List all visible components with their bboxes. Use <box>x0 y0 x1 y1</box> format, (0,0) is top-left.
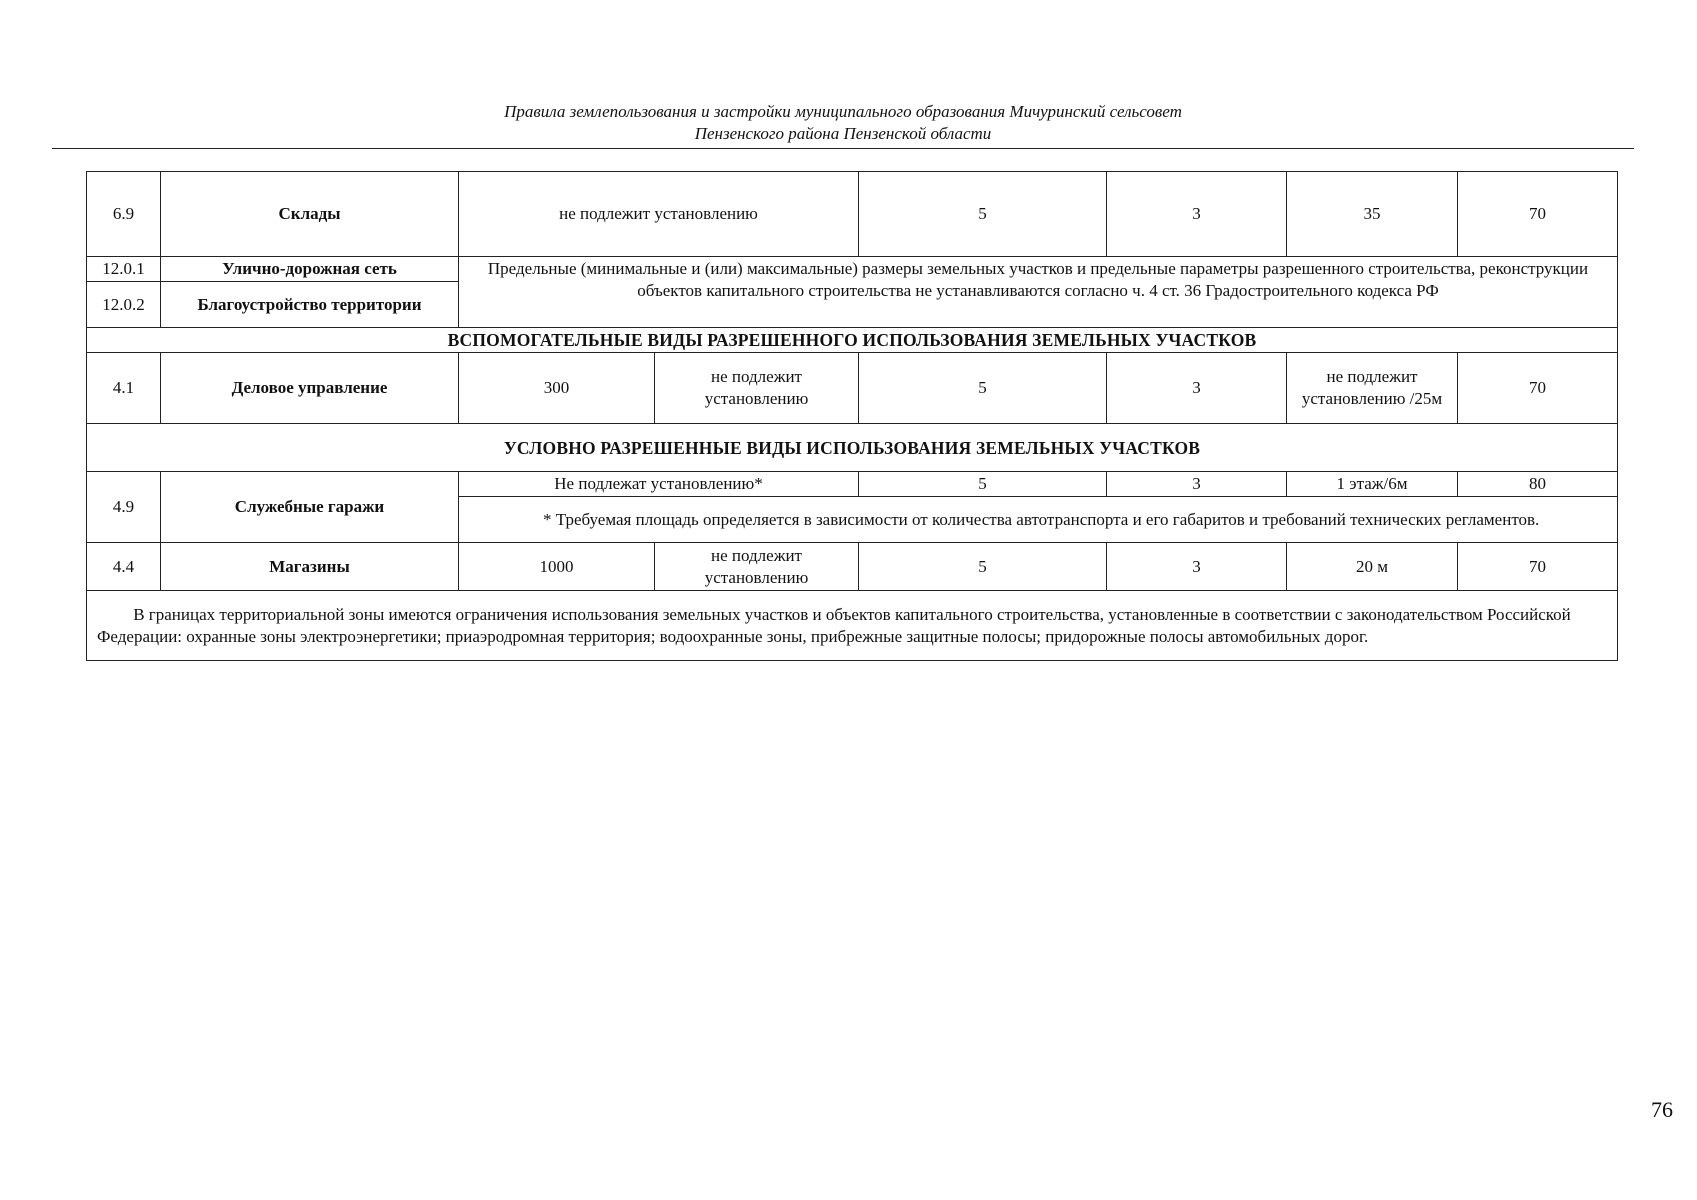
cell-floors: 3 <box>1107 353 1287 424</box>
cell-setback: 5 <box>859 353 1107 424</box>
table-row <box>87 591 1618 661</box>
cell-floors: 3 <box>1107 172 1287 257</box>
row-code: 12.0.1 <box>87 257 161 282</box>
page-number: 76 <box>1651 1097 1673 1122</box>
header-line-2: Пензенского района Пензенской области <box>694 124 992 143</box>
table-row <box>87 328 1618 353</box>
zoning-parameters-table <box>86 171 1618 661</box>
table-row <box>87 472 1618 497</box>
row-code: 4.4 <box>87 543 161 591</box>
cell-max-area: не подлежит установлению <box>655 543 859 591</box>
cell-min-area: 300 <box>459 353 655 424</box>
cell-setback: 5 <box>859 543 1107 591</box>
cell-setback: 5 <box>859 472 1107 497</box>
row-code: 4.1 <box>87 353 161 424</box>
cell-height: 35 <box>1287 172 1458 257</box>
row-code: 4.9 <box>87 472 161 543</box>
row-name: Деловое управление <box>161 353 459 424</box>
cell-area-limit: не подлежит установлению <box>459 172 859 257</box>
cell-height: 1 этаж/6м <box>1287 472 1458 497</box>
cell-coverage: 70 <box>1458 353 1618 424</box>
row-name: Склады <box>161 172 459 257</box>
row-name: Служебные гаражи <box>161 472 459 543</box>
cell-floors: 3 <box>1107 472 1287 497</box>
table-row <box>87 424 1618 472</box>
cell-coverage: 70 <box>1458 543 1618 591</box>
cell-coverage: 70 <box>1458 172 1618 257</box>
cell-floors: 3 <box>1107 543 1287 591</box>
row-code: 6.9 <box>87 172 161 257</box>
row-code: 12.0.2 <box>87 282 161 328</box>
cell-coverage: 80 <box>1458 472 1618 497</box>
table-row <box>87 172 1618 257</box>
document-running-header <box>52 101 1634 149</box>
cell-not-established-note: Предельные (минимальные и (или) максимальные) размеры земельных участков и предельные параметры разрешенного строительства, реконструкции объектов капитального строительства не устанавливаются согласно ч. 4 ст. 36 Градостроительного кодекса РФ <box>459 257 1618 328</box>
cell-max-area: не подлежит установлению <box>655 353 859 424</box>
table-row <box>87 257 1618 282</box>
cell-min-area: 1000 <box>459 543 655 591</box>
cell-footnote: * Требуемая площадь определяется в зависимости от количества автотранспорта и его габаритов и требований технических регламентов. <box>459 497 1618 543</box>
table-row <box>87 353 1618 424</box>
cell-setback: 5 <box>859 172 1107 257</box>
row-name: Благоустройство территории <box>161 282 459 328</box>
row-name: Улично-дорожная сеть <box>161 257 459 282</box>
row-name: Магазины <box>161 543 459 591</box>
cell-restrictions-note: В границах территориальной зоны имеются ограничения использования земельных участков и объектов капитального строительства, установленные в соответствии с законодательством Российской Федерации: охранные зоны электроэнергетики; приаэродромная территория; водоохранные зоны, прибрежные защитные полосы; придорожные полосы автомобильных дорог. <box>87 591 1618 661</box>
section-heading-conditional: УСЛОВНО РАЗРЕШЕННЫЕ ВИДЫ ИСПОЛЬЗОВАНИЯ ЗЕМЕЛЬНЫХ УЧАСТКОВ <box>87 424 1618 472</box>
cell-area-limit: Не подлежат установлению* <box>459 472 859 497</box>
cell-height: 20 м <box>1287 543 1458 591</box>
section-heading-auxiliary: ВСПОМОГАТЕЛЬНЫЕ ВИДЫ РАЗРЕШЕННОГО ИСПОЛЬЗОВАНИЯ ЗЕМЕЛЬНЫХ УЧАСТКОВ <box>87 328 1618 353</box>
header-line-1: Правила землепользования и застройки муниципального образования Мичуринский сельсовет <box>504 102 1182 121</box>
cell-height: не подлежит установлению /25м <box>1287 353 1458 424</box>
table-row <box>87 543 1618 591</box>
